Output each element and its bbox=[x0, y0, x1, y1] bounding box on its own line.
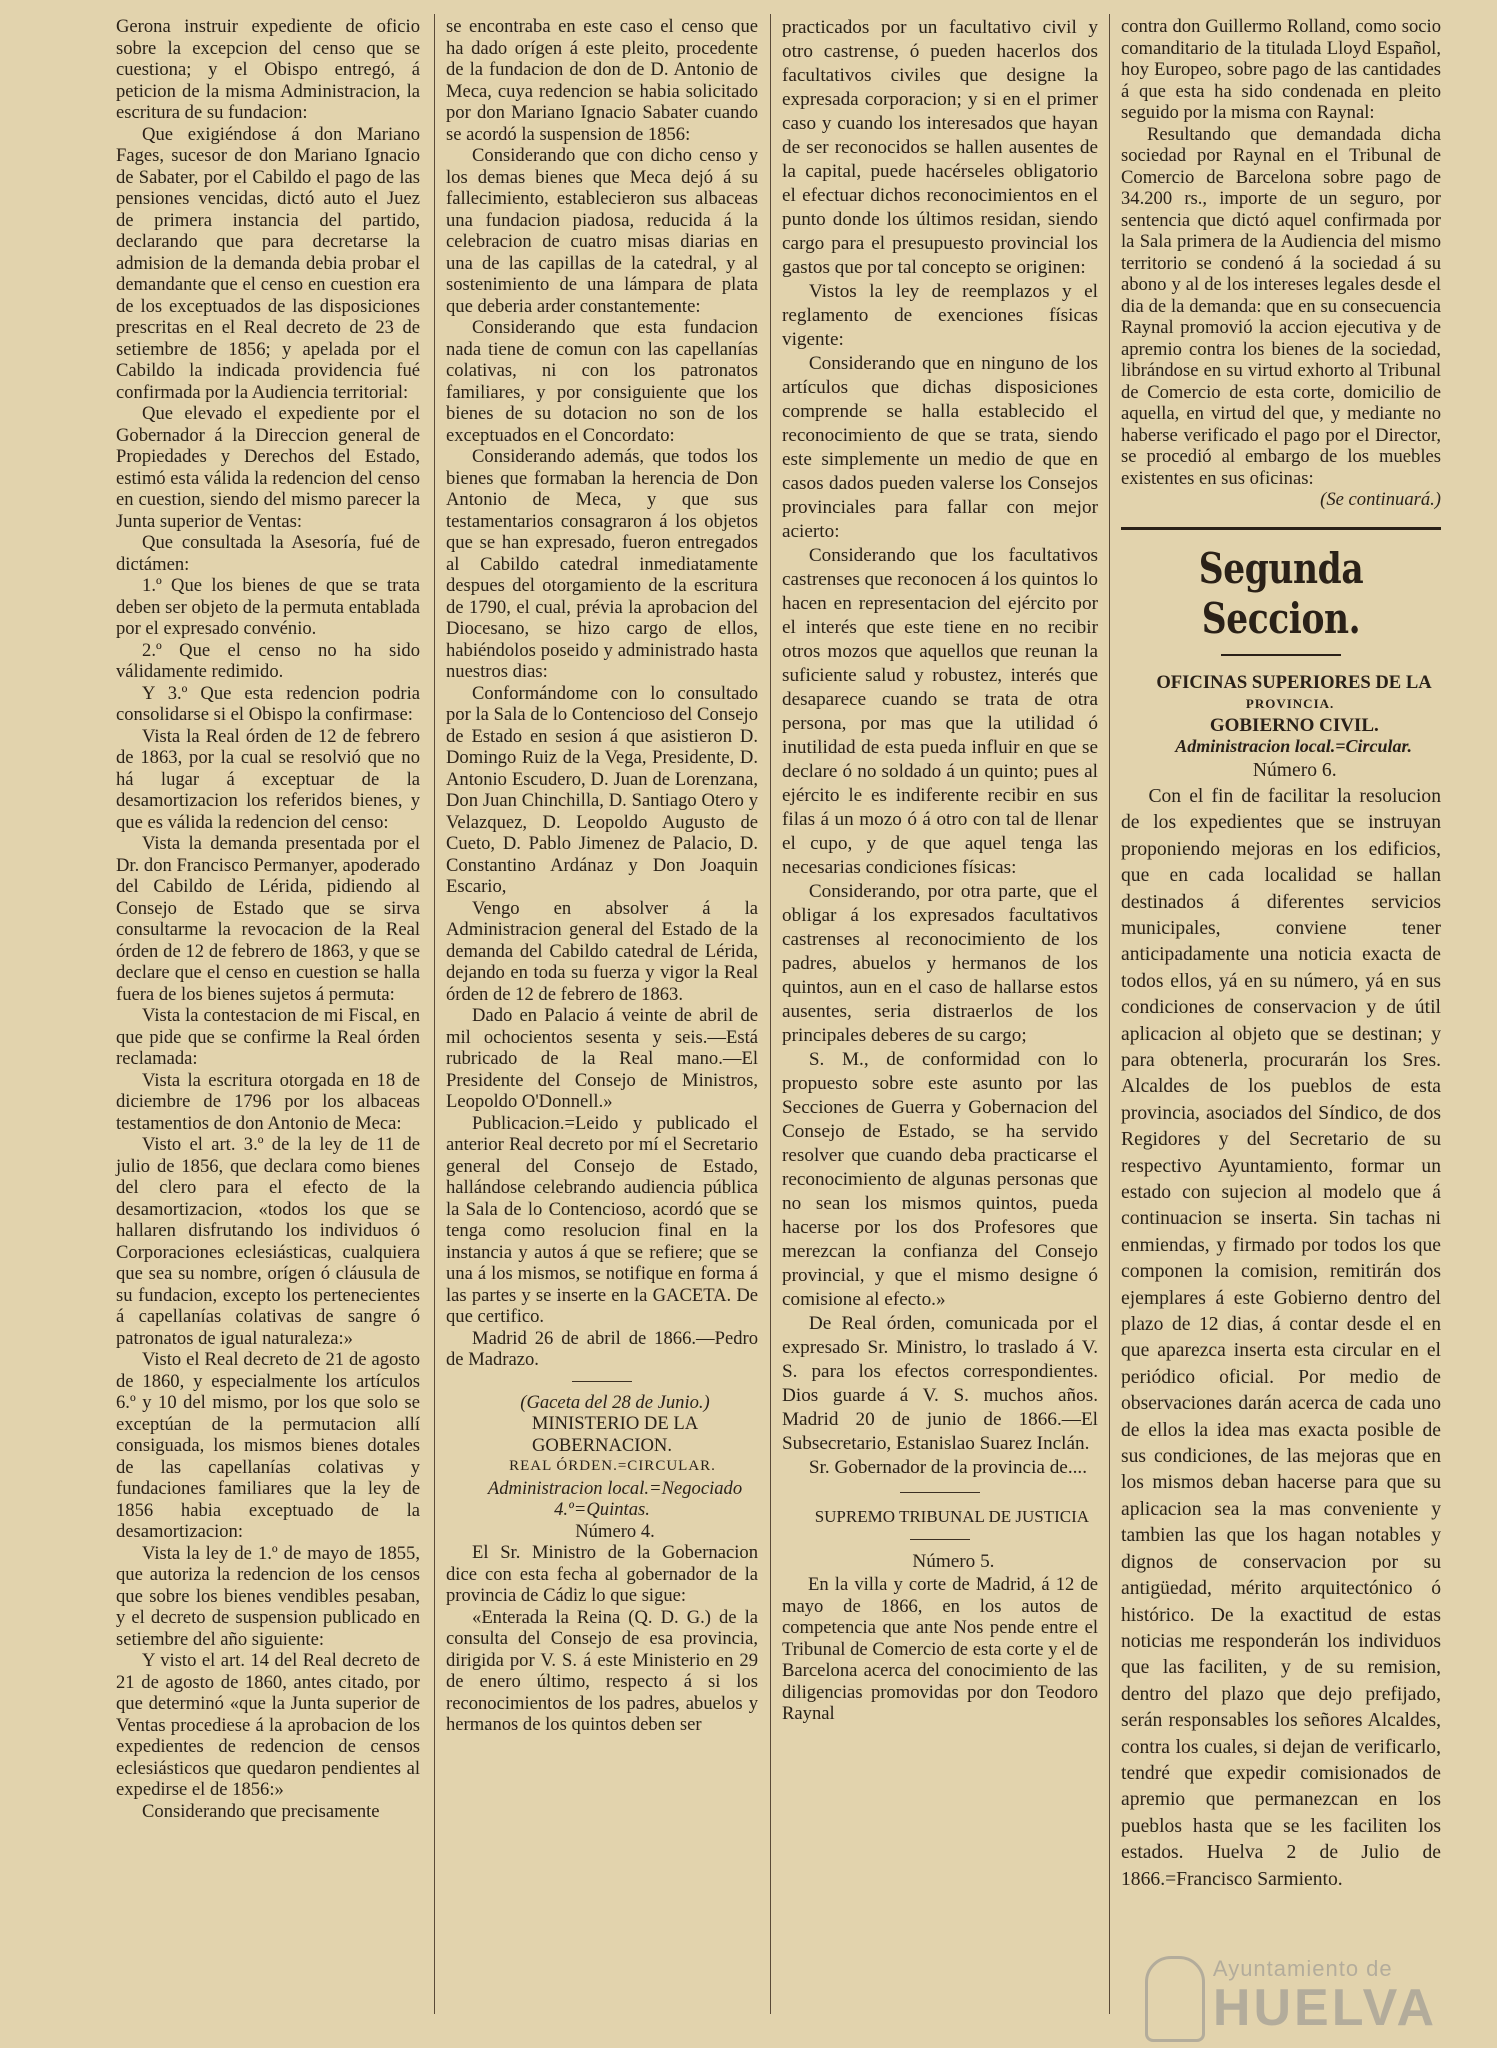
number-heading: Número 4. bbox=[575, 1520, 655, 1542]
paragraph: Visto el art. 3.º de la ley de 11 de julio de 1856, que declara como bienes del clero para el efecto de la desamortizacion, «todos los que se hallaren disfrutando los individuos ó Corporaciones eclesiásticas, cualquiera que sea su nombre, orígen ó cláusula de su fundacion, excepto los pertenecientes á capellanías colativas de sangre ó patronatos de igual naturaleza:» bbox=[116, 1134, 420, 1349]
continuara-note bbox=[1121, 489, 1441, 511]
paragraph: 1.º Que los bienes de que se trata deben ser objeto de la permuta entablada por el expresado convénio. bbox=[116, 575, 420, 639]
paragraph: Considerando que en ninguno de los artículos que dichas disposiciones comprende se halla establecido el reconocimiento de que se trata, siendo este simplemente un medio de que en casos dados pueden valerse los Consejos provinciales para fallar con mejor acierto: bbox=[782, 353, 1098, 542]
circular-heading: Administracion local.=Circular. bbox=[1175, 736, 1412, 756]
paragraph: practicados por un facultativo civil y otro castrense, ó pueden hacerlos dos facultativos civiles que designe la expresada corporacion; y si en el primer caso y cuando los interesados que hayan de ser reconocidos se hallen ausentes de la capital, puede hacérseles obligatorio el efectuar dichos reconocimientos en el punto donde los últimos residan, siendo cargo para el presupuesto provincial los gastos que por tal concepto se originen: bbox=[782, 17, 1098, 278]
offices-subheading: PROVINCIA. bbox=[1245, 696, 1335, 711]
column-3 bbox=[782, 16, 1098, 1725]
number-heading: Número 5. bbox=[912, 1551, 995, 1572]
paragraph: Considerando que esta fundacion nada tiene de comun con las capellanías colativas, ni con los patronatos familiares, y por consiguiente que los bienes de su dotacion no son de los exceptuados en el Concordato: bbox=[446, 317, 758, 446]
paragraph: Considerando que con dicho censo y los demas bienes que Meca dejó á su fallecimiento, establecieron sus albaceas una fundacion piadosa, reducida á la celebracion de cuatro misas diarias en una de las capillas de la catedral, y al sostenimiento de una lámpara de plata que deberia arder constantemente: bbox=[446, 145, 758, 317]
administracion-heading: Administracion local.=Negociado 4.º=Quintas. bbox=[487, 1477, 743, 1520]
column-4 bbox=[1121, 16, 1441, 1893]
section-rule bbox=[1121, 527, 1441, 530]
separator-rule bbox=[900, 1492, 980, 1493]
paragraph: Que consultada la Asesoría, fué de dictámen: bbox=[116, 532, 420, 575]
ministry-heading: MINISTERIO DE LA GOBERNACION. bbox=[531, 1413, 699, 1456]
separator-rule bbox=[572, 1381, 632, 1382]
paragraph: Vista la escritura otorgada en 18 de diciembre de 1796 por los albaceas testamentios de don Antonio de Meca: bbox=[116, 1069, 420, 1134]
paragraph: Vista la ley de 1.º de mayo de 1855, que autoriza la redencion de los censos que sobre los bienes vendibles pesaban, y el decreto de suspension publicado en setiembre del año siguiente: bbox=[116, 1542, 420, 1650]
paragraph: Vistos la ley de reemplazos y el reglamento de exenciones físicas vigente: bbox=[782, 281, 1098, 350]
separator-rule bbox=[910, 1539, 970, 1540]
column-2 bbox=[446, 16, 758, 1736]
section-title: Segunda Seccion. bbox=[1198, 543, 1364, 643]
column-divider bbox=[434, 14, 435, 2014]
paragraph: Madrid 26 de abril de 1866.—Pedro de Madrazo. bbox=[446, 1327, 758, 1370]
paragraph: se encontraba en este caso el censo que ha dado orígen á este pleito, procedente de la fundacion de don de D. Antonio de Meca, cuya redencion se habia solicitado por don Mariano Ignacio Sabater cuando se acordó la suspension de 1856: bbox=[446, 16, 758, 145]
paragraph: «Enterada la Reina (Q. D. G.) de la consulta del Consejo de esa provincia, dirigida por V. S. á este Ministerio en 29 de enero último, respecto á si los reconocimientos de los padres, abuelos y hermanos de los quintos deben ser bbox=[446, 1606, 758, 1735]
real-orden-heading: REAL ÓRDEN.=CIRCULAR. bbox=[509, 1458, 716, 1474]
paragraph: Considerando que los facultativos castrenses que reconocen á los quintos lo hacen en representacion del ejército por el interés que este tiene en no recibir otros mozos que aquellos que reunan la suficiente salud y robustez, interés que desaparece cuando se trata de otra persona, por mas que la utilidad ó inutilidad de esta pueda influir en que se declare ó no soldado á un quinto; pues al ejército le es indiferente recibir en sus filas á un mozo ó á otro con tal de llenar el cupo, y de que aquel tenga las necesarias condiciones físicas: bbox=[782, 545, 1098, 878]
paragraph: El Sr. Ministro de la Gobernacion dice con esta fecha al gobernador de la provincia de Cádiz lo que sigue: bbox=[446, 1542, 758, 1606]
tribunal-heading: SUPREMO TRIBUNAL DE JUSTICIA bbox=[814, 1507, 1090, 1526]
offices-heading: OFICINAS SUPERIORES DE LA bbox=[1156, 671, 1432, 693]
paragraph: De Real órden, comunicada por el expresado Sr. Ministro, lo traslado á V. S. para los efectos correspondientes. Dios guarde á V. S. muchos años. Madrid 20 de junio de 1866.—El Subsecretario, Estanislao Suarez Inclán. bbox=[782, 1313, 1098, 1454]
column-1 bbox=[116, 16, 420, 1822]
paragraph: Con el fin de facilitar la resolucion de los expedientes que se instruyan proponiendo mejoras en los edificios, que en cada localidad se hallan destinados á diferentes servicios municipales, conviene tener anticipadamente una noticia exacta de todos ellos, yá en su número, yá en sus condiciones de conservacion y de útil aplicacion al objeto que se destinan; y para obtenerla, procurarán los Sres. Alcaldes de los pueblos de esta provincia, asociados del Síndico, de dos Regidores y del Secretario de su respectivo Ayuntamiento, formar un estado con sujecion al modelo que á continuacion se inserta. Sin tachas ni enmiendas, y firmado por todos los que componen la comision, remitirán dos ejemplares á este Gobierno dentro del plazo de 12 dias, á contar desde el en que aparezca inserta esta circular en el periódico oficial. Por medio de observaciones darán acerca de cada uno de ellos la idea mas exacta posible de sus condiciones, de las mejoras que en los mismos deban hacerse para que su aplicacion sea la mas conveniente y tambien las que los hagan notables y dignos de conservacion por su antigüedad, mérito arquitectónico ó histórico. De la exactitud de estas noticias me responderán los individuos que las faciliten, y de su remision, dentro del plazo que dejo prefijado, serán responsables los señores Alcaldes, contra los cuales, si dejan de verificarlo, tendré que expedir comisionados de apremio que permanezcan en los pueblos hasta que se les faciliten los estados. Huelva 2 de Julio de 1866.=Francisco Sarmiento. bbox=[1121, 785, 1441, 1890]
column-divider bbox=[1109, 14, 1110, 2014]
paragraph: Que elevado el expediente por el Gobernador á la Direccion general de Propiedades y Derechos del Estado, estimó esta válida la redencion del censo en cuestion, siendo del mismo parecer la Junta superior de Ventas: bbox=[116, 403, 420, 532]
paragraph: Considerando además, que todos los bienes que formaban la herencia de Don Antonio de Meca, y que sus testamentarios consagraron á los objetos que se han expresado, fueron entregados al Cabildo catedral inmediatamente despues del otorgamiento de la escritura de 1790, el cual, prévia la aprobacion del Diocesano, se hizo cargo de ellos, habiéndolos poseido y administrado hasta nuestros dias: bbox=[446, 446, 758, 682]
paragraph: Gerona instruir expediente de oficio sobre la excepcion del censo que se cuestiona; y el Obispo entregó, á peticion de la misma Administracion, la escritura de su fundacion: bbox=[116, 16, 420, 123]
paragraph: Considerando que precisamente bbox=[142, 1800, 380, 1822]
archive-watermark bbox=[1212, 1956, 1437, 2037]
paragraph: contra don Guillermo Rolland, como socio comanditario de la titulada Lloyd Español, hoy Europeo, sobre pago de las cantidades á que esta ha sido condenada en pleito seguido por la misma con Raynal: bbox=[1121, 16, 1441, 123]
column-divider bbox=[770, 14, 771, 2014]
paragraph: Visto el Real decreto de 21 de agosto de 1860, y especialmente los artículos 6.º y 10 del mismo, por los que solo se exceptúan de la permutacion allí consiguada, los mismos bienes dotales de las capellanías colativas y fundaciones familiares que la ley de 1856 habia exceptuado de la desamortizacion: bbox=[116, 1349, 420, 1542]
paragraph: Conformándome con lo consultado por la Sala de lo Contencioso del Consejo de Estado en sesion á que asistieron D. Domingo Ruiz de la Vega, Presidente, D. Antonio Escudero, D. Juan de Lorenzana, Don Juan Chinchilla, D. Santiago Otero y Velazquez, D. Leopoldo Augusto de Cueto, D. Pablo Jimenez de Palacio, D. Constantino Ardánaz y Don Joaquin Escario, bbox=[446, 682, 758, 897]
paragraph: Dado en Palacio á veinte de abril de mil ochocientos sesenta y seis.—Está rubricado de la Real mano.—El Presidente del Consejo de Ministros, Leopoldo O'Donnell.» bbox=[446, 1005, 758, 1112]
gobierno-heading: GOBIERNO CIVIL. bbox=[1209, 714, 1379, 736]
watermark-line1: Ayuntamiento de bbox=[1212, 1956, 1393, 1981]
title-underline bbox=[1221, 654, 1341, 656]
number-heading: Número 6. bbox=[1252, 759, 1337, 781]
paragraph: Sr. Gobernador de la provincia de.... bbox=[808, 1457, 1088, 1478]
paragraph: En la villa y corte de Madrid, á 12 de mayo de 1866, en los autos de competencia que ante Nos pende entre el Tribunal de Comercio de esta corte y el de Barcelona acerca del conocimiento de las diligencias promovidas por don Teodoro Raynal bbox=[782, 1574, 1098, 1724]
paragraph: Vista la contestacion de mi Fiscal, en que pide que se confirme la Real órden reclamada: bbox=[116, 1005, 420, 1069]
seal-icon bbox=[1145, 1956, 1205, 2042]
continuara-text: (Se continuará.) bbox=[1320, 489, 1441, 510]
paragraph: Vengo en absolver á la Administracion general del Estado de la demanda del Cabildo catedral de Lérida, dejando en toda su fuerza y vigor la Real órden de 12 de febrero de 1863. bbox=[446, 897, 758, 1005]
paragraph: S. M., de conformidad con lo propuesto sobre este asunto por las Secciones de Guerra y Gobernacion del Consejo de Estado, se ha servido resolver que cuando deba practicarse el reconocimiento de algunas personas que no sean los mismos quintos, pueda hacerse por los dos Profesores que merezcan la confianza del Consejo provincial, y que el mismo designe ó comisione al efecto.» bbox=[782, 1049, 1098, 1310]
paragraph: Vista la Real órden de 12 de febrero de 1863, por la cual se resolvió que no há lugar á exceptuar de la desamortizacion los referidos bienes, y que es válida la redencion del censo: bbox=[116, 725, 420, 833]
paragraph: Publicacion.=Leido y publicado el anterior Real decreto por mí el Secretario general del Consejo de Estado, hallándose celebrando audiencia pública la Sala de lo Contencioso, acordó que se tenga como resolucion final en la instancia y autos á que se refiere; que se una á los mismos, se notifique en forma á las partes y se inserte en la GACETA. De que certifico. bbox=[446, 1112, 758, 1327]
paragraph: Vista la demanda presentada por el Dr. don Francisco Permanyer, apoderado del Cabildo de Lérida, pidiendo al Consejo de Estado que se sirva consultarme la revocacion de la Real órden de 12 de febrero de 1863, y que se declare que el censo en cuestion se halla fuera de los bienes sujetos á permuta: bbox=[116, 833, 420, 1005]
gaceta-reference: (Gaceta del 28 de Junio.) bbox=[520, 1391, 710, 1413]
paragraph: Y 3.º Que esta redencion podria consolidarse si el Obispo la confirmase: bbox=[116, 682, 420, 725]
paragraph: 2.º Que el censo no ha sido válidamente redimido. bbox=[116, 639, 420, 682]
paragraph: Resultando que demandada dicha sociedad por Raynal en el Tribunal de Comercio de Barcelona sobre pago de 34.200 rs., importe de un seguro, por sentencia que dictó aquel confirmada por la Sala primera de la Audiencia del mismo territorio se condenó á la sociedad á su abono y al de los intereses legales desde el dia de la demanda: que en su consecuencia Raynal promovió la accion ejecutiva y de apremio contra los bienes de la sociedad, librándose en su virtud exhorto al Tribunal de Comercio de esta corte, domicilio de aquella, en virtud del que, y mediante no haberse verificado el pago por el Director, se procedió al embargo de los muebles existentes en sus oficinas: bbox=[1121, 123, 1441, 489]
paragraph: Considerando, por otra parte, que el obligar á los expresados facultativos castrenses al reconocimiento de los padres, abuelos y hermanos de los quintos, aun en el caso de hallarse estos ausentes, seria distraerlos de los principales deberes de su cargo; bbox=[782, 881, 1098, 1046]
watermark-line2: HUELVA bbox=[1212, 1979, 1437, 2037]
paragraph: Y visto el art. 14 del Real decreto de 21 de agosto de 1860, antes citado, por que determinó «que la Junta superior de Ventas procediese á la aprobacion de los expedientes de redencion de censos eclesiásticos que quedaron pendientes al expedirse el de 1856:» bbox=[116, 1650, 420, 1800]
paragraph: Que exigiéndose á don Mariano Fages, sucesor de don Mariano Ignacio de Sabater, por el Cabildo el pago de las pensiones vencidas, dictó auto el Juez de primera instancia del partido, declarando que para decretarse la admision de la demanda debia probar el demandante que el censo en cuestion era de los exceptuados de las disposiciones prescritas en el Real decreto de 23 de setiembre de 1856; y apelada por el Cabildo la indicada providencia fué confirmada por la Audiencia territorial: bbox=[116, 123, 420, 403]
